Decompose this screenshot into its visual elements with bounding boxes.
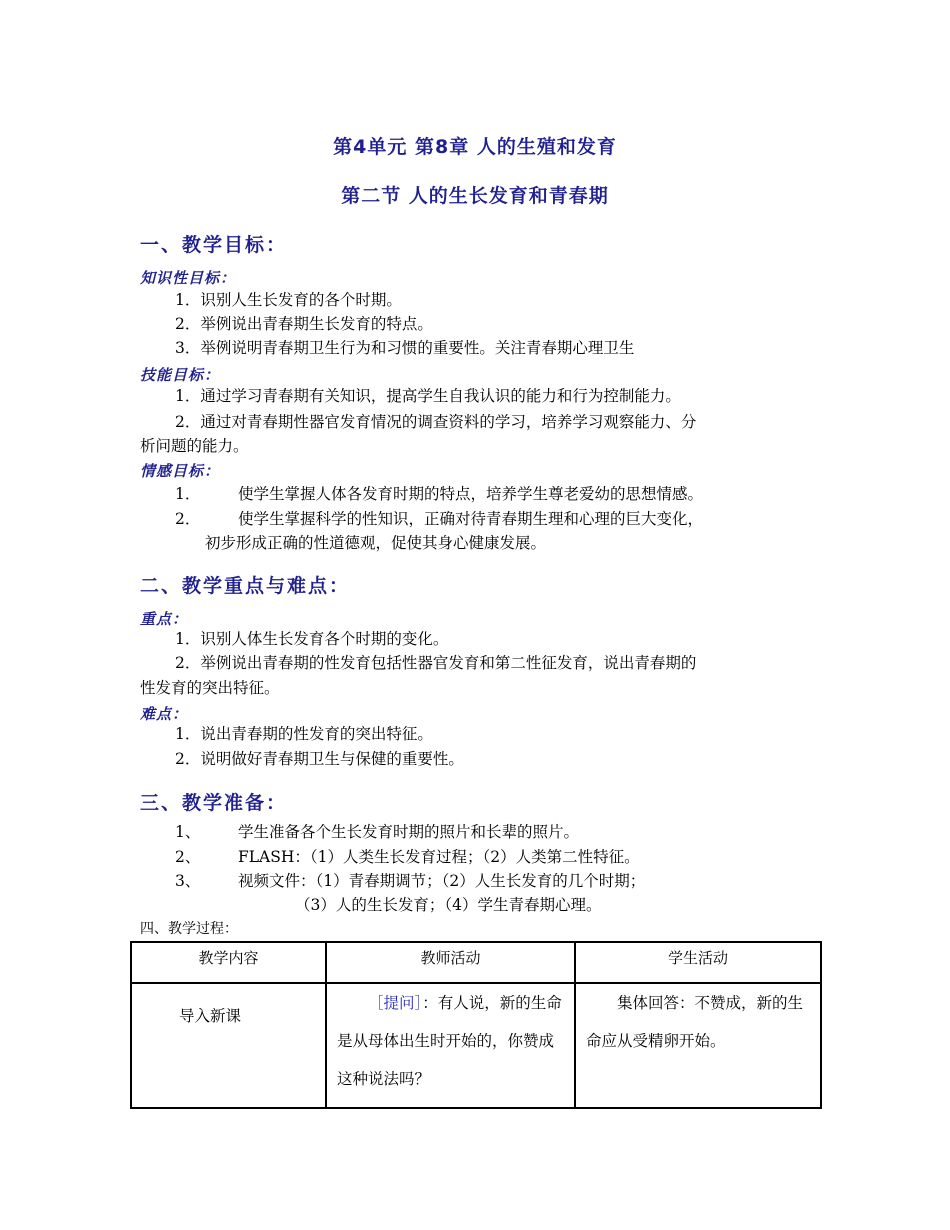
content-text: 导入新课 xyxy=(179,1007,242,1025)
table-cell-student xyxy=(575,983,821,1108)
skill-item: 2．通过对青春期性器官发育情况的调查资料的学习，培养学习观察能力、分 xyxy=(175,413,697,431)
item-text: FLASH：（1）人类生长发育过程；（2）人类第二性特征。 xyxy=(238,848,640,866)
emotion-item-cont: 初步形成正确的性道德观，促使其身心健康发展。 xyxy=(205,534,547,552)
teacher-activity xyxy=(327,984,574,1098)
knowledge-item: 1．识别人生长发育的各个时期。 xyxy=(175,291,402,309)
section-heading-key-points: 二、教学重点与难点： xyxy=(140,575,351,597)
item-number: 2． xyxy=(175,510,201,528)
emotion-label: 情感目标： xyxy=(140,462,221,480)
student-activity: 集体回答：不赞成，新的生命应从受精卵开始。 xyxy=(586,994,804,1050)
knowledge-item: 3．举例说明青春期卫生行为和习惯的重要性。关注青春期心理卫生 xyxy=(175,339,635,357)
teaching-process-table xyxy=(130,941,822,1109)
skill-item: 1．通过学习青春期有关知识，提高学生自我认识的能力和行为控制能力。 xyxy=(175,387,681,405)
item-number: 3、 xyxy=(175,872,201,890)
section-heading-preparation: 三、教学准备： xyxy=(140,792,288,814)
table-header-cell: 教学内容 xyxy=(131,942,326,983)
key-label: 重点： xyxy=(140,610,189,628)
table-header-cell: 教师活动 xyxy=(326,942,575,983)
item-number: 2、 xyxy=(175,848,201,866)
difficult-item: 1．说出青春期的性发育的突出特征。 xyxy=(175,725,433,743)
key-item: 2．举例说出青春期的性发育包括性器官发育和第二性征发育，说出青春期的 xyxy=(175,654,697,672)
item-text: 学生准备各个生长发育时期的照片和长辈的照片。 xyxy=(238,823,580,841)
emotion-item xyxy=(175,482,703,506)
doc-subtitle: 第二节 人的生长发育和青春期 xyxy=(341,185,609,207)
item-number: 1、 xyxy=(175,823,201,841)
item-text: 使学生掌握人体各发育时期的特点，培养学生尊老爱幼的思想情感。 xyxy=(238,485,704,503)
prep-item xyxy=(175,820,579,844)
key-item-cont: 性发育的突出特征。 xyxy=(140,679,280,697)
prep-item xyxy=(175,845,640,869)
section-heading-objectives: 一、教学目标： xyxy=(140,234,288,256)
prep-item-cont: （3）人的生长发育；（4）学生青春期心理。 xyxy=(295,896,602,914)
section-heading-process: 四、教学过程： xyxy=(140,921,238,937)
table-header-cell: 学生活动 xyxy=(575,942,821,983)
skill-item-cont: 析问题的能力。 xyxy=(140,437,249,455)
item-number: 1． xyxy=(175,485,201,503)
key-item: 1．识别人体生长发育各个时期的变化。 xyxy=(175,630,449,648)
emotion-item xyxy=(175,507,703,531)
table-cell-teacher xyxy=(326,983,575,1108)
knowledge-item: 2．举例说出青春期生长发育的特点。 xyxy=(175,315,433,333)
question-tag: ［提问］ xyxy=(368,994,423,1012)
table-cell-content xyxy=(131,983,326,1108)
item-text: 视频文件：（1）青春期调节；（2）人生长发育的几个时期； xyxy=(238,872,646,890)
difficult-item: 2．说明做好青春期卫生与保健的重要性。 xyxy=(175,750,464,768)
difficult-label: 难点： xyxy=(140,705,189,723)
skill-label: 技能目标： xyxy=(140,366,221,384)
table-row xyxy=(131,983,821,1108)
teacher-text: ：有人说，新的生命是从母体出生时开始的，你赞成这种说法吗？ xyxy=(337,994,562,1088)
item-text: 使学生掌握科学的性知识，正确对待青春期生理和心理的巨大变化， xyxy=(238,510,704,528)
doc-title: 第4单元 第8章 人的生殖和发育 xyxy=(333,136,617,158)
prep-item xyxy=(175,869,645,893)
knowledge-label: 知识性目标： xyxy=(140,269,237,287)
table-header-row xyxy=(131,942,821,983)
